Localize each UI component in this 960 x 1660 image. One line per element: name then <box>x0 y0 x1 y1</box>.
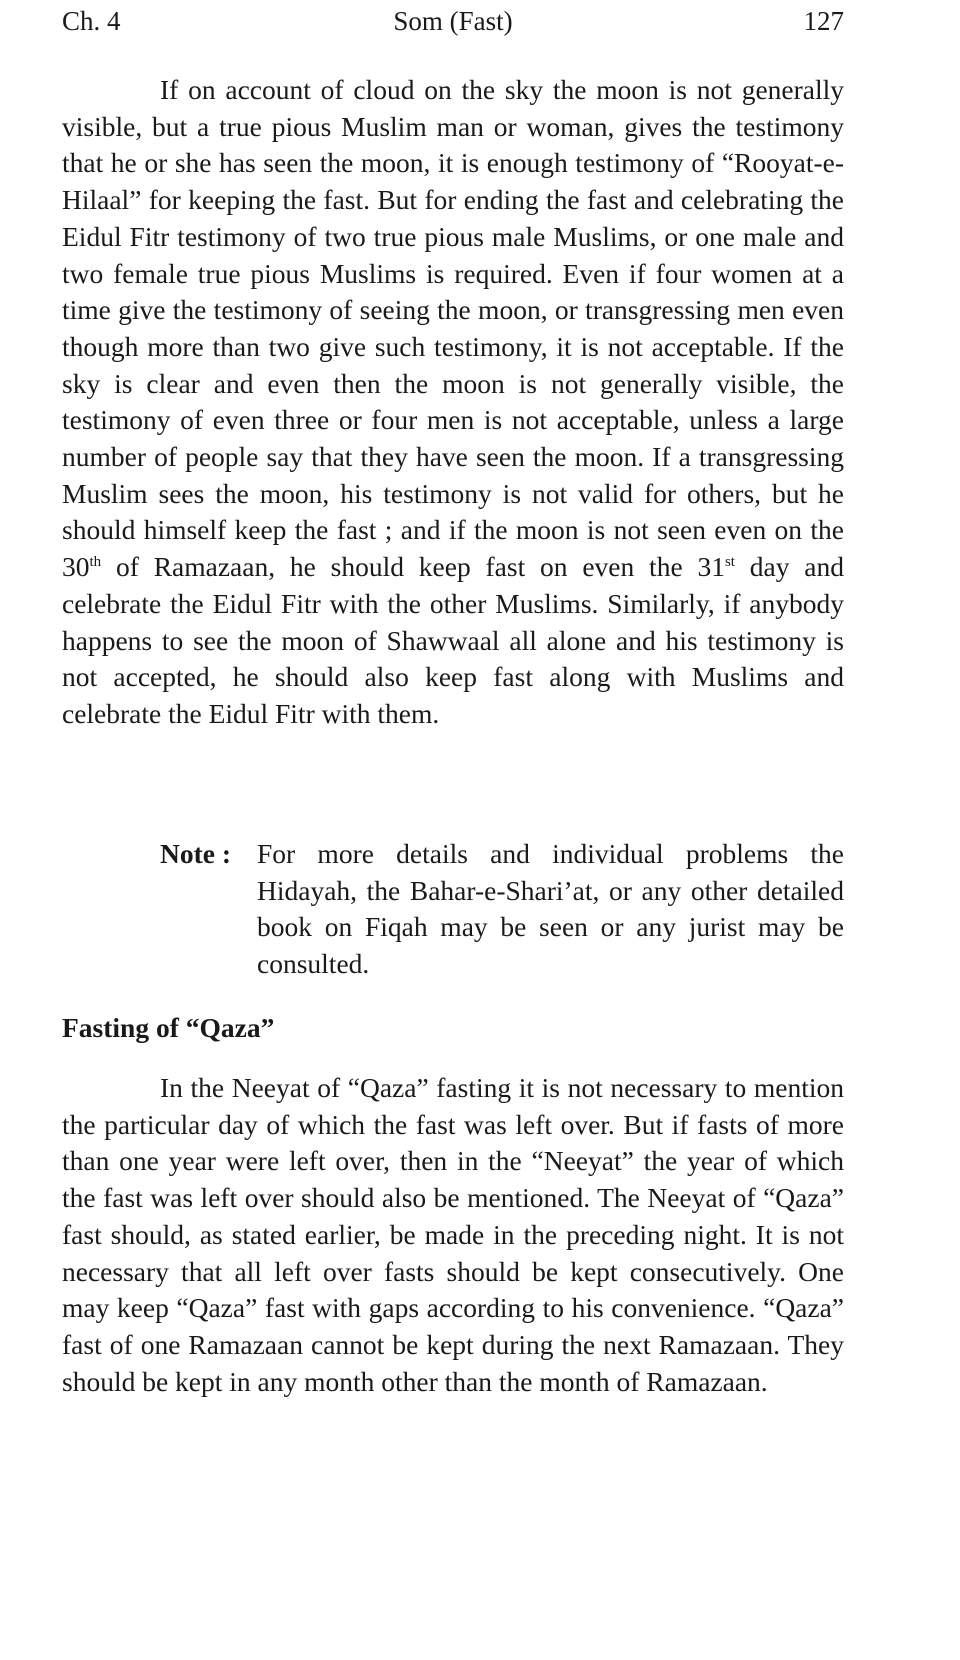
note-label: Note : <box>160 838 232 869</box>
running-header <box>62 4 844 38</box>
chapter-label: Ch. 4 <box>62 6 121 36</box>
ordinal-suffix: th <box>89 553 102 570</box>
section-heading: Fasting of “Qaza” <box>62 1012 275 1043</box>
qaza-paragraph: In the Neeyat of “Qaza” fasting it is not necessary to mention the particular day of which the fast was left over. But if fasts of more than one year were left over, then in the “Neeyat” the year of which the fast was left over should also be mentioned. The Neeyat of “Qaza” fast should, as stated earlier, be made in the preceding night. It is not necessary that all left over fasts should be kept consecutively. One may keep “Qaza” fast with gaps according to his convenience. “Qaza” fast of one Ramazaan cannot be kept during the next Ramazaan. They should be kept in any month other than the month of Ramazaan. <box>62 1072 844 1397</box>
paragraph-text: If on account of cloud on the sky the moon is not generally visible, but a true pious Muslim man or woman, gives the testimony that he or she has seen the moon, it is enough testimony of “Rooyat-e-Hilaal” for keeping the fast. But for ending the fast and celebrating the Eidul Fitr testimony of two true pious male Muslims, or one male and two female true pious Muslims is required. Even if four women at a time give the testimony of seeing the moon, or transgressing men even though more than two give such testimony, it is not acceptable. If the sky is clear and even then the moon is not generally visible, the testimony of even three or four men is not acceptable, unless a large number of people say that they have seen the moon. If a transgressing Muslim sees the moon, his testimony is not valid for others, but he should himself keep the fast ; and if the moon is not seen even on the 30 <box>62 74 844 583</box>
page-number: 127 <box>803 6 844 36</box>
note-text: For more details and individual problems the Hidayah, the Bahar-e-Shari’at, or any other detailed book on Fiqah may be seen or any jurist may be consulted. <box>257 838 844 979</box>
paragraph-text: of Ramazaan, he should keep fast on even the 31 <box>101 551 725 583</box>
moon-sighting-paragraph <box>62 72 844 733</box>
chapter-title: Som (Fast) <box>393 6 513 36</box>
ordinal-suffix: st <box>724 553 735 570</box>
paragraph-text: day and celebrate the Eidul Fitr with the other Muslims. Similarly, if anybody happens to see the moon of Shawwaal all alone and his testimony is not accepted, he should also keep fast along with Muslims and celebrate the Eidul Fitr with them. <box>62 551 844 729</box>
